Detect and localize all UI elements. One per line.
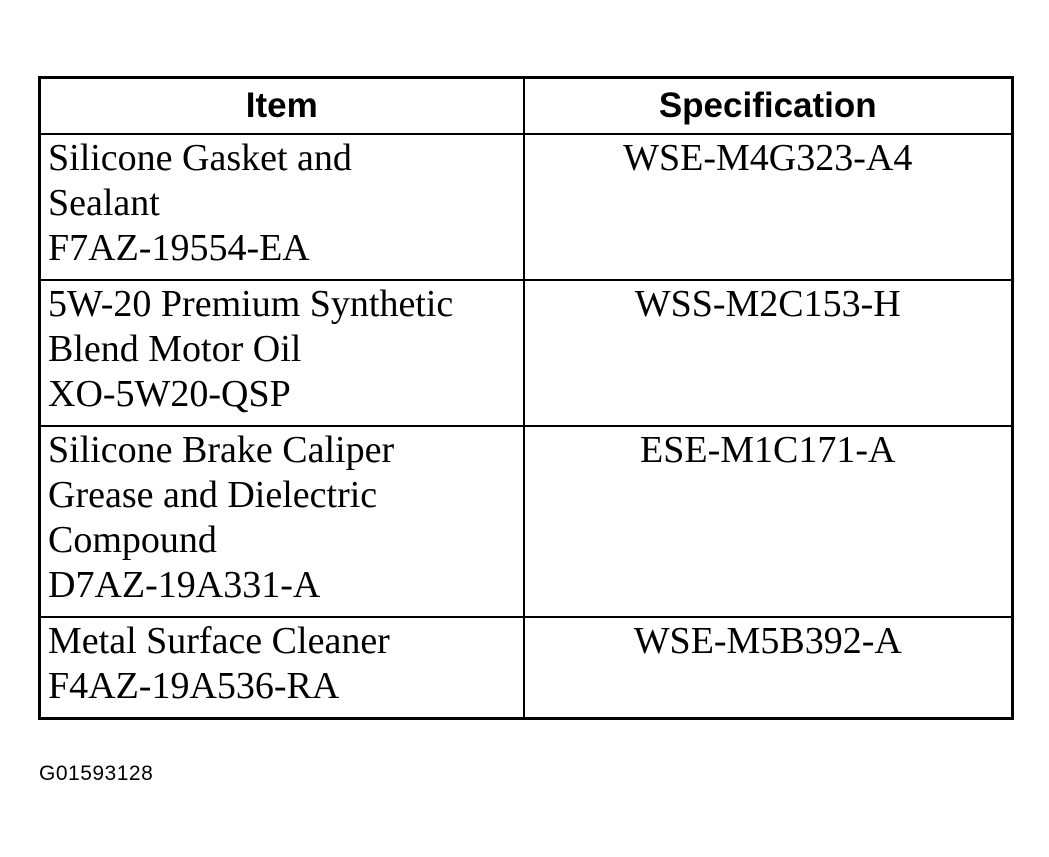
specification-cell: ESE-M1C171-A [524, 426, 1013, 617]
specification-table [38, 76, 1014, 720]
item-cell [40, 134, 524, 280]
item-name-line: Grease and Dielectric [48, 474, 378, 516]
table-row [40, 280, 1013, 426]
item-part-number: D7AZ-19A331-A [48, 564, 321, 606]
figure-id: G01593128 [39, 762, 154, 785]
item-name-line: Compound [48, 519, 217, 561]
table-header-row [40, 78, 1013, 135]
item-name-line: Metal Surface Cleaner [48, 620, 390, 662]
item-cell [40, 426, 524, 617]
specification-cell: WSE-M4G323-A4 [524, 134, 1013, 280]
item-name-line: Blend Motor Oil [48, 328, 302, 370]
item-name-line: Silicone Gasket and [48, 137, 352, 179]
specification-cell: WSE-M5B392-A [524, 617, 1013, 719]
item-cell [40, 617, 524, 719]
table-row [40, 426, 1013, 617]
column-header-item: Item [40, 78, 524, 135]
table-row [40, 134, 1013, 280]
specification-cell: WSS-M2C153-H [524, 280, 1013, 426]
item-part-number: XO-5W20-QSP [48, 373, 291, 415]
item-name-line: Silicone Brake Caliper [48, 429, 395, 471]
column-header-specification: Specification [524, 78, 1013, 135]
item-part-number: F4AZ-19A536-RA [48, 665, 340, 707]
item-part-number: F7AZ-19554-EA [48, 227, 310, 269]
item-name-line: 5W-20 Premium Synthetic [48, 283, 454, 325]
table-row [40, 617, 1013, 719]
item-cell [40, 280, 524, 426]
item-name-line: Sealant [48, 182, 160, 224]
